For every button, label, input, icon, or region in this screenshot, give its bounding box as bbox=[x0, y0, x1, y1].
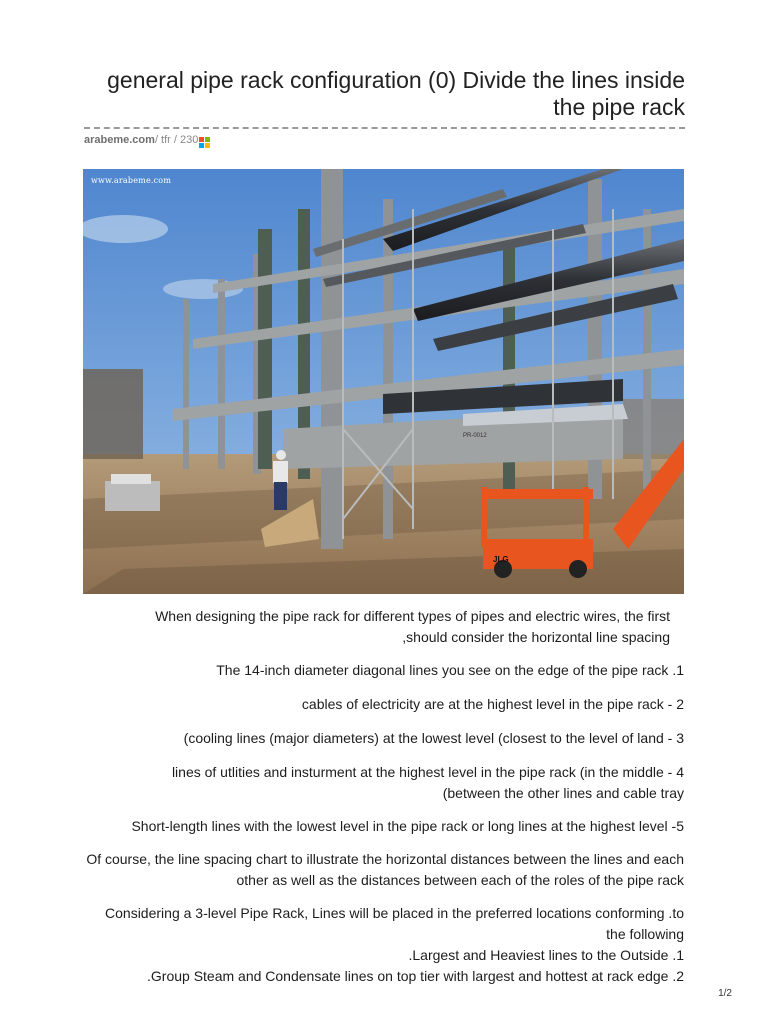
dashed-divider bbox=[84, 127, 685, 129]
pipe-rack-photo bbox=[83, 169, 684, 594]
pipe-rack-illustration bbox=[83, 169, 684, 594]
source-path: / tfr / 230 bbox=[154, 134, 199, 146]
paragraph-1: The 14-inch diameter diagonal lines you see on the edge of the pipe rack .1 bbox=[216, 662, 684, 678]
page-number: 1/2 bbox=[718, 988, 732, 999]
paragraph-4: lines of utlities and insturment at the highest level in the pipe rack (in the middle - 4 (between the other lines and cable tray bbox=[171, 764, 684, 801]
paragraph-6: Of course, the line spacing chart to illustrate the horizontal distances between the lines and each other as well as the distances between each of the roles of the pipe rack bbox=[86, 851, 684, 888]
source-line bbox=[84, 134, 210, 146]
source-site-link[interactable]: arabeme.com bbox=[84, 134, 155, 146]
paragraph-7: Considering a 3-level Pipe Rack, Lines will be placed in the preferred locations conforming .to the following bbox=[105, 905, 684, 942]
beam-marking: PR-0012 bbox=[463, 433, 487, 439]
windows-logo-icon bbox=[199, 137, 210, 148]
lift-brand-label: JLG bbox=[493, 555, 509, 564]
paragraph-2: cables of electricity are at the highest level in the pipe rack - 2 bbox=[301, 696, 684, 712]
paragraph-intro: When designing the pipe rack for different types of pipes and electric wires, the first ,should consider the horizontal line spacing bbox=[155, 608, 670, 645]
list-item-2: .Group Steam and Condensate lines on top tier with largest and hottest at rack edge .2 bbox=[147, 968, 684, 984]
photo-watermark: www.arabeme.com bbox=[91, 176, 172, 185]
paragraph-5: Short-length lines with the lowest level in the pipe rack or long lines at the highest level -5 bbox=[131, 818, 684, 834]
paragraph-3: (cooling lines (major diameters) at the lowest level (closest to the level of land - 3 bbox=[183, 730, 684, 746]
page-title: general pipe rack configuration (0) Divide the lines inside the pipe rack bbox=[107, 67, 685, 120]
list-item-1: .Largest and Heaviest lines to the Outside .1 bbox=[408, 947, 684, 963]
